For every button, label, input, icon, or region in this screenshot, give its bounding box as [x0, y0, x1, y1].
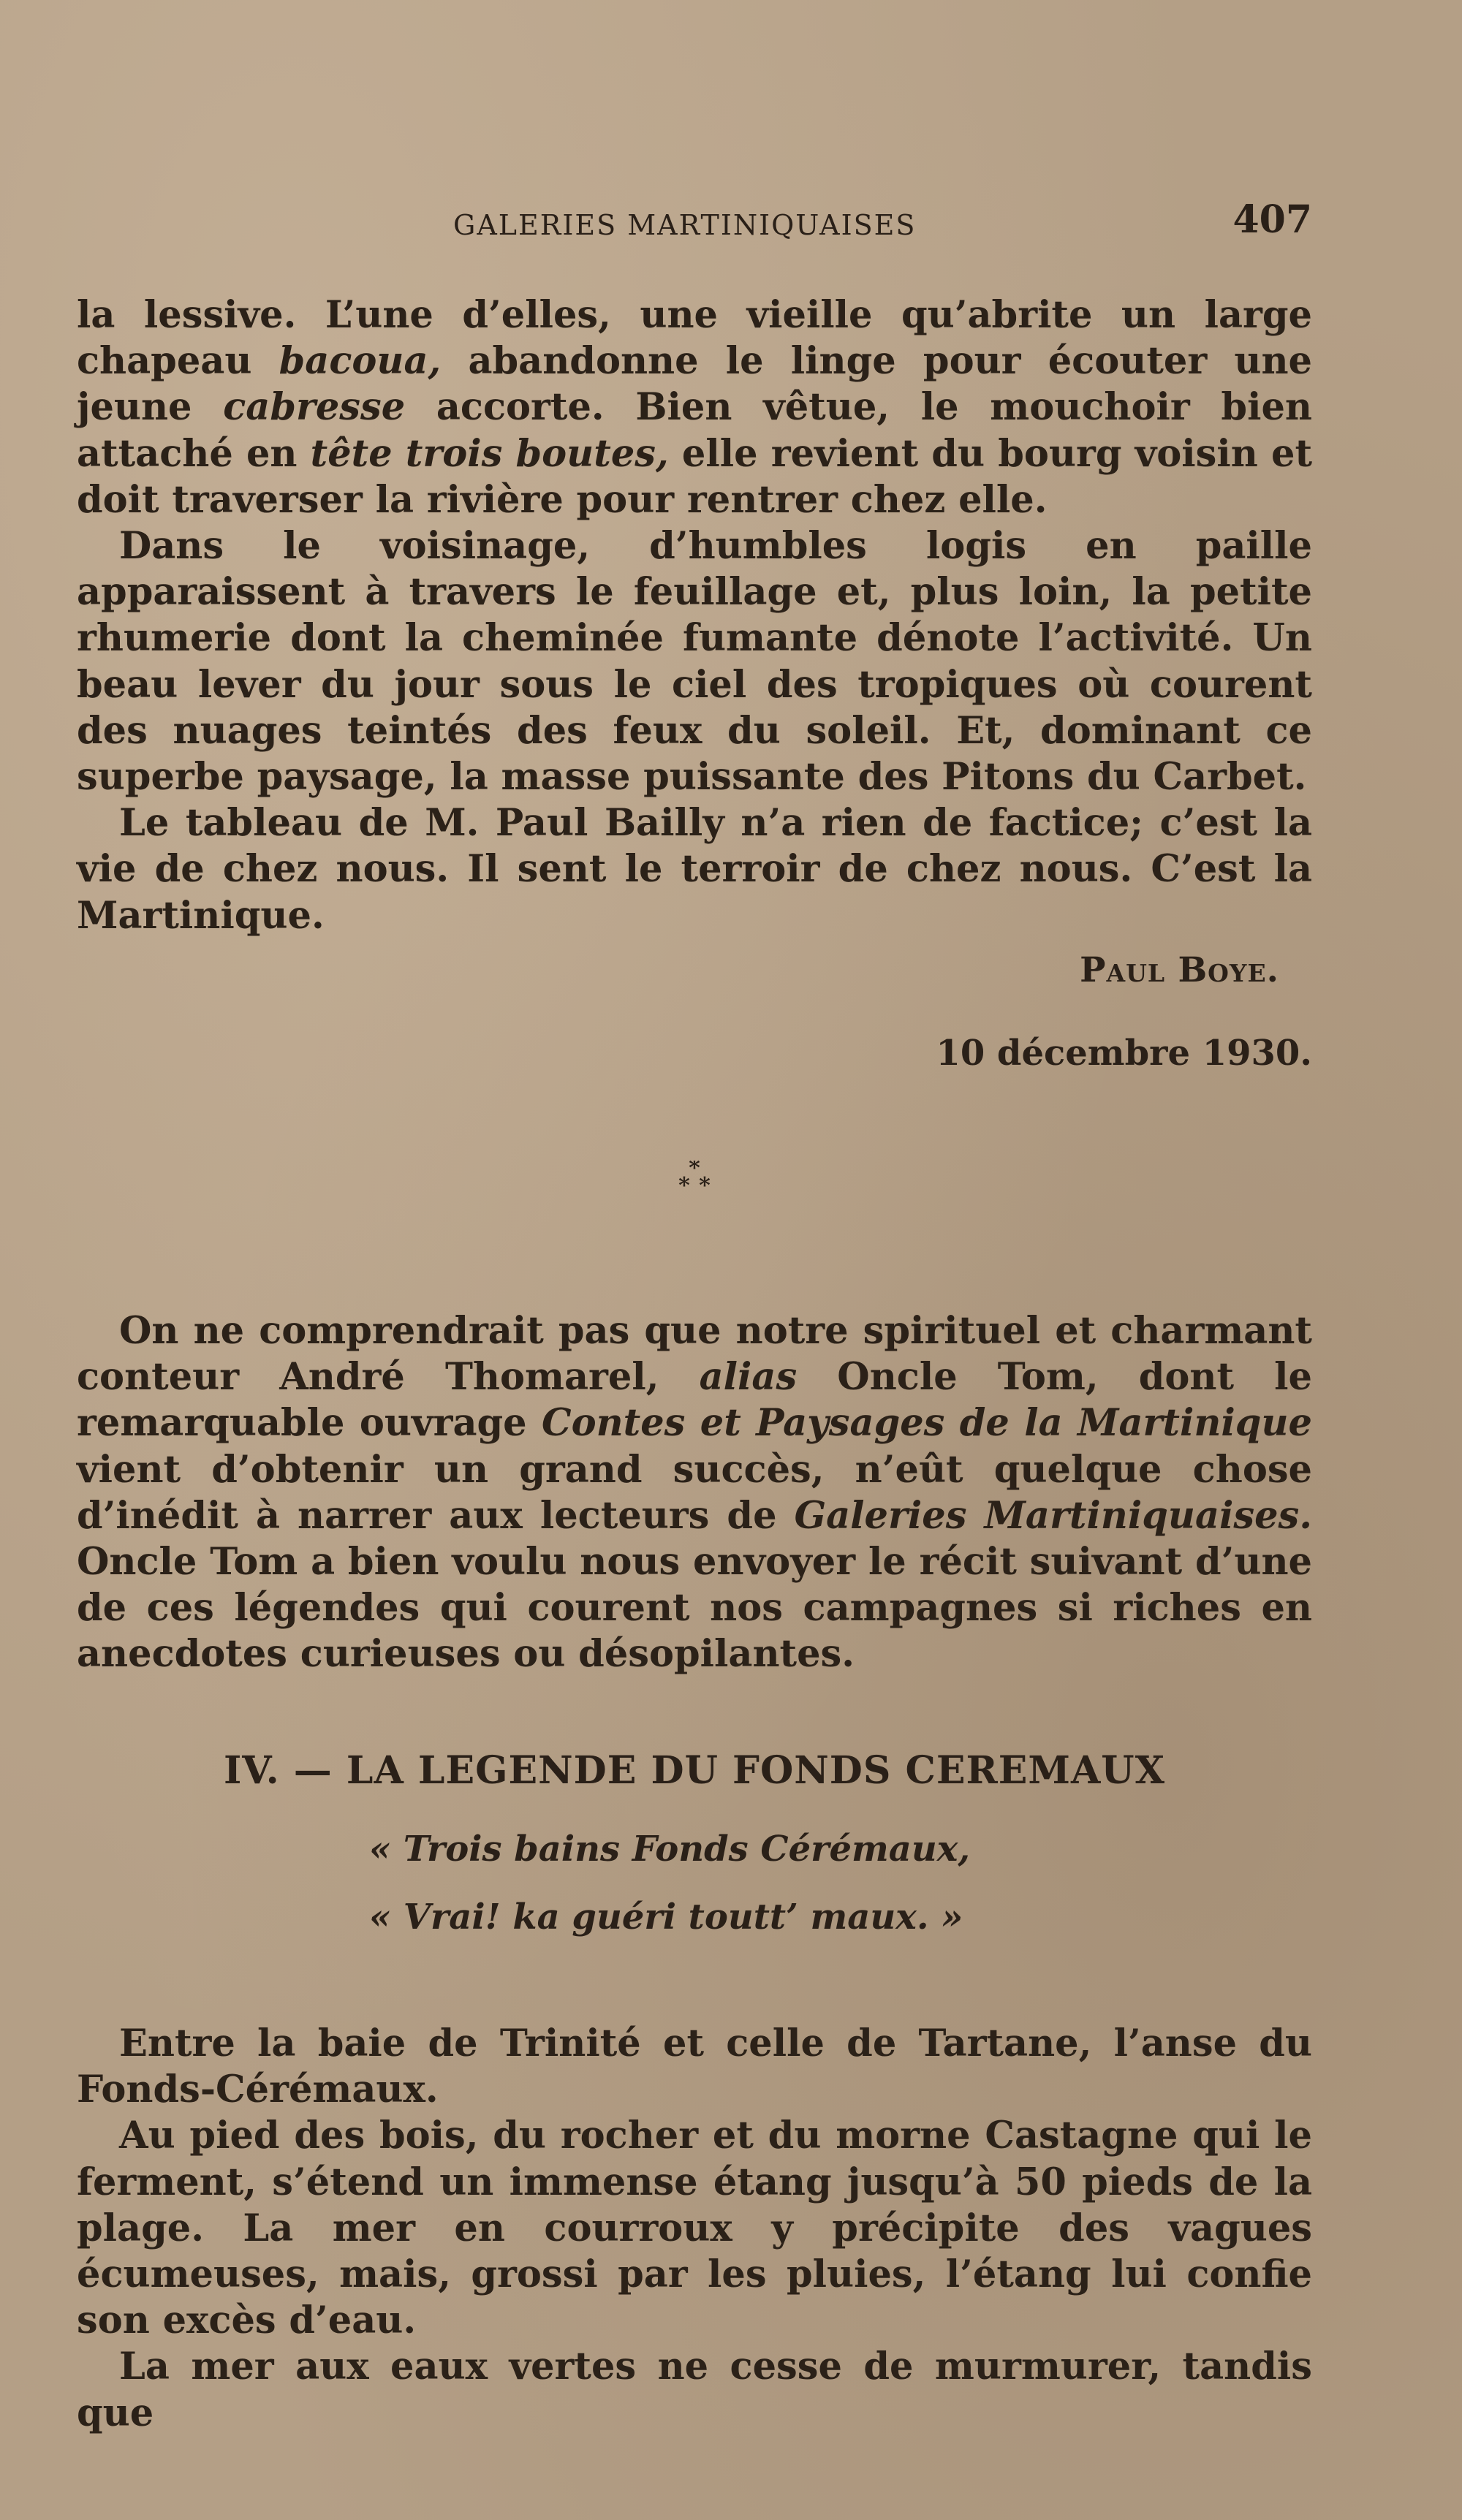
epigraph-line-2: « Vrai! ka guéri toutt’ maux. »: [369, 1897, 963, 1938]
text-block-painting-review: [77, 292, 1312, 939]
paragraph: Au pied des bois, du rocher et du morne Castagne qui le ferment, s’étend un immense étang jusqu’à 50 pieds de la plage. La mer en courroux y précipite des vagues écumeuses, mais, grossi par les pluies, l’étang lui confie son excès d’eau.: [77, 2114, 1312, 2343]
text-run: la lessive. L’une d’elles, une vieille qu’abrite un large chapeau: [77, 293, 1312, 384]
asterism-ornament: [673, 1161, 716, 1204]
section-heading: IV. — LA LEGENDE DU FONDS CEREMAUX: [223, 1748, 1166, 1793]
author-signature: Paul Boye.: [1080, 950, 1279, 990]
date-line: 10 décembre 1930.: [936, 1033, 1312, 1074]
epigraph-line-1: « Trois bains Fonds Cérémaux,: [369, 1829, 971, 1870]
paragraph: [77, 1308, 1312, 1678]
italic-book-title: Contes et Paysages de la Martinique: [541, 1401, 1312, 1446]
paragraph: La mer aux eaux vertes ne cesse de murmurer, tandis que: [77, 2345, 1312, 2435]
text-run: Oncle Tom, dont le remarquable ouvrage: [77, 1355, 1313, 1446]
text-run: On ne comprendrait pas que notre spirituel et charmant conteur André Thomarel,: [77, 1309, 1312, 1400]
text-run: accorte. Bien vêtue, le mouchoir bien attaché en: [77, 385, 1312, 476]
svg-text:*: *: [689, 1161, 700, 1181]
asterism-icon: [673, 1161, 716, 1204]
italic-publication-title: Galeries Martiniquaises.: [794, 1493, 1312, 1538]
italic-term: bacoua,: [279, 339, 442, 384]
text-run: abandonne le linge pour écouter une jeune: [77, 339, 1312, 430]
italic-term: alias: [699, 1355, 798, 1400]
text-run: vient d’obtenir un grand succès, n’eût quelque chose d’inédit à narrer aux lecteurs de: [77, 1447, 1312, 1538]
svg-text:*: *: [699, 1173, 711, 1199]
paragraph: Dans le voisinage, d’humbles logis en paille apparaissent à travers le feuillage et, plus loin, la petite rhumerie dont la cheminée fumante dénote l’activité. Un beau lever du jour sous le ciel des tropiques où courent des nuages teintés des feux du soleil. Et, dominant ce superbe paysage, la masse puissante des Pitons du Carbet.: [77, 524, 1312, 800]
italic-term: cabresse: [223, 385, 406, 430]
italic-term: tête trois boutes,: [310, 431, 669, 476]
paragraph: Le tableau de M. Paul Bailly n’a rien de factice; c’est la vie de chez nous. Il sent le terroir de chez nous. C’est la Martinique.: [77, 801, 1312, 938]
running-title: GALERIES MARTINIQUAISES: [453, 209, 917, 241]
text-run: Oncle Tom a bien voulu nous envoyer le récit suivant d’une de ces légendes qui courent nos campagnes si riches en anecdotes curieuses ou désopilantes.: [77, 1540, 1312, 1677]
text-run: elle revient du bourg voisin et doit traverser la rivière pour rentrer chez elle.: [77, 431, 1313, 522]
paragraph: Entre la baie de Trinité et celle de Tartane, l’anse du Fonds-Cérémaux.: [77, 2022, 1312, 2112]
text-block-legend: [77, 2021, 1312, 2437]
svg-text:*: *: [678, 1173, 690, 1199]
text-block-introduction: [77, 1308, 1312, 1678]
running-head: [77, 197, 1312, 248]
page-number: 407: [1232, 197, 1312, 242]
paragraph: [77, 292, 1312, 523]
